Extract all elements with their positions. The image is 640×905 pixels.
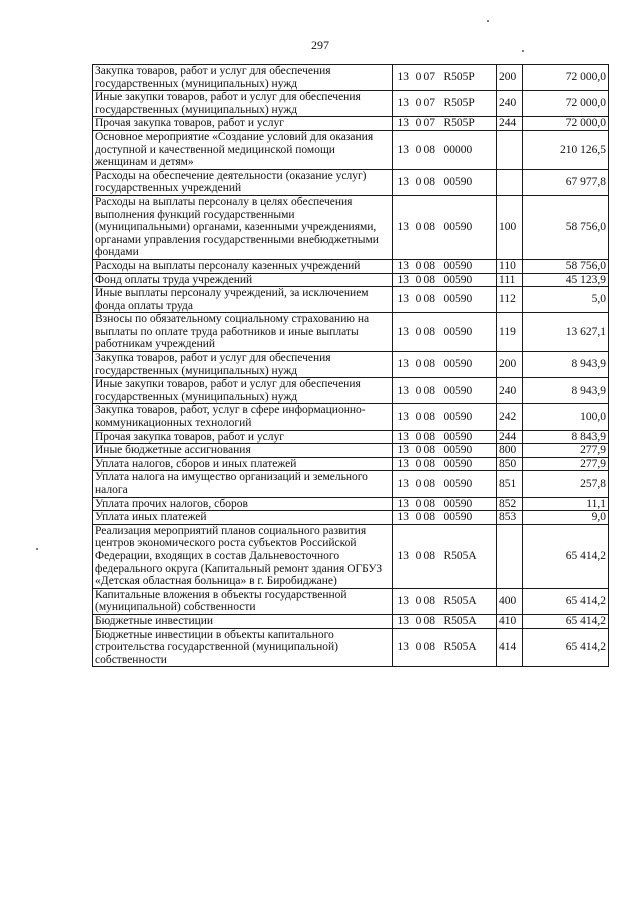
row-name-cell: Фонд оплаты труда учреждений <box>93 273 393 287</box>
row-code-cell <box>393 130 497 169</box>
code-segment-s4: R505Р <box>443 117 475 130</box>
code-segment-s1: 13 <box>397 549 409 562</box>
table-row <box>93 444 609 458</box>
row-expense-type-cell: 800 <box>497 444 523 458</box>
row-amount-cell: 72 000,0 <box>523 91 609 117</box>
row-amount-cell: 65 414,2 <box>523 524 609 588</box>
code-segment-s4: 00590 <box>443 325 473 338</box>
code-segment-s3: 08 <box>423 273 435 286</box>
row-code-cell <box>393 65 497 91</box>
row-name-cell: Уплата иных платежей <box>93 511 393 525</box>
row-amount-cell: 72 000,0 <box>523 65 609 91</box>
code-segment-s2: 0 <box>415 97 422 110</box>
code-segment-s1: 13 <box>397 358 409 371</box>
row-code-cell <box>393 588 497 614</box>
row-code-cell <box>393 117 497 131</box>
row-expense-type-cell: 240 <box>497 378 523 404</box>
row-code-cell <box>393 430 497 444</box>
code-segment-s4: 00590 <box>443 293 473 306</box>
row-expense-type-cell: 111 <box>497 273 523 287</box>
row-code-cell <box>393 195 497 259</box>
code-segment-s1: 13 <box>397 117 409 130</box>
code-segment-s3: 08 <box>423 410 435 423</box>
scan-speck <box>487 20 489 22</box>
code-segment-s4: R505А <box>443 595 477 608</box>
row-expense-type-cell: 200 <box>497 65 523 91</box>
code-segment-s1: 13 <box>397 614 409 627</box>
row-name-cell: Капитальные вложения в объекты государственной (муниципальной) собственности <box>93 588 393 614</box>
code-segment-s4: 00590 <box>443 221 473 234</box>
code-segment-s1: 13 <box>397 293 409 306</box>
code-segment-s4: R505А <box>443 614 477 627</box>
row-code-cell <box>393 444 497 458</box>
row-name-cell: Иные бюджетные ассигнования <box>93 444 393 458</box>
page-number: 297 <box>311 38 329 52</box>
code-segment-s1: 13 <box>397 410 409 423</box>
code-segment-s2: 0 <box>415 614 422 627</box>
code-segment-s3: 08 <box>423 497 435 510</box>
code-segment-s2: 0 <box>415 457 422 470</box>
code-segment-s1: 13 <box>397 176 409 189</box>
table-row <box>93 117 609 131</box>
row-expense-type-cell: 400 <box>497 588 523 614</box>
row-name-cell: Реализация мероприятий планов социального развития центров экономического роста субъектов Российской Федерации, входящих в состав Дальневосточного федерального округа (Капитальный ремонт здания ОГБУЗ «Детская областная больница» в г. Биробиджане) <box>93 524 393 588</box>
row-expense-type-cell: 244 <box>497 430 523 444</box>
row-code-cell <box>393 471 497 497</box>
row-amount-cell: 5,0 <box>523 287 609 313</box>
row-amount-cell: 58 756,0 <box>523 259 609 273</box>
table-row <box>93 287 609 313</box>
table-row <box>93 457 609 471</box>
code-segment-s3: 07 <box>423 71 435 84</box>
row-expense-type-cell: 414 <box>497 628 523 667</box>
code-segment-s1: 13 <box>397 444 409 457</box>
row-code-cell <box>393 91 497 117</box>
row-code-cell <box>393 497 497 511</box>
code-segment-s4: 00590 <box>443 457 473 470</box>
code-segment-s2: 0 <box>415 384 422 397</box>
row-amount-cell: 11,1 <box>523 497 609 511</box>
code-segment-s4: 00590 <box>443 444 473 457</box>
code-segment-s2: 0 <box>415 641 422 654</box>
code-segment-s2: 0 <box>415 221 422 234</box>
row-expense-type-cell: 244 <box>497 117 523 131</box>
code-segment-s2: 0 <box>415 176 422 189</box>
row-code-cell <box>393 169 497 195</box>
code-segment-s3: 08 <box>423 595 435 608</box>
row-amount-cell: 8 843,9 <box>523 430 609 444</box>
scan-speck <box>36 548 38 550</box>
code-segment-s4: 00590 <box>443 497 473 510</box>
code-segment-s1: 13 <box>397 325 409 338</box>
table-row <box>93 259 609 273</box>
table-row <box>93 65 609 91</box>
code-segment-s3: 08 <box>423 457 435 470</box>
table-row <box>93 273 609 287</box>
row-expense-type-cell <box>497 130 523 169</box>
code-segment-s3: 08 <box>423 477 435 490</box>
code-segment-s2: 0 <box>415 143 422 156</box>
row-expense-type-cell: 242 <box>497 404 523 430</box>
code-segment-s3: 08 <box>423 384 435 397</box>
table-row <box>93 378 609 404</box>
code-segment-s2: 0 <box>415 358 422 371</box>
table-row <box>93 471 609 497</box>
row-expense-type-cell: 240 <box>497 91 523 117</box>
row-expense-type-cell: 850 <box>497 457 523 471</box>
row-name-cell: Иные закупки товаров, работ и услуг для обеспечения государственных (муниципальных) нужд <box>93 91 393 117</box>
budget-table <box>92 64 609 667</box>
code-segment-s3: 08 <box>423 549 435 562</box>
row-amount-cell: 257,8 <box>523 471 609 497</box>
row-code-cell <box>393 404 497 430</box>
code-segment-s3: 08 <box>423 221 435 234</box>
code-segment-s1: 13 <box>397 497 409 510</box>
code-segment-s1: 13 <box>397 457 409 470</box>
code-segment-s4: R505А <box>443 549 477 562</box>
row-expense-type-cell <box>497 524 523 588</box>
code-segment-s4: 00590 <box>443 384 473 397</box>
row-name-cell: Закупка товаров, работ, услуг в сфере информационно-коммуникационных технологий <box>93 404 393 430</box>
row-name-cell: Основное мероприятие «Создание условий для оказания доступной и качественной медицинской помощи женщинам и детям» <box>93 130 393 169</box>
table-body <box>93 65 609 667</box>
row-name-cell: Расходы на выплаты персоналу казенных учреждений <box>93 259 393 273</box>
row-code-cell <box>393 628 497 667</box>
code-segment-s4: 00590 <box>443 358 473 371</box>
row-code-cell <box>393 511 497 525</box>
scan-speck <box>522 50 524 52</box>
row-expense-type-cell: 112 <box>497 287 523 313</box>
code-segment-s3: 08 <box>423 358 435 371</box>
code-segment-s2: 0 <box>415 497 422 510</box>
row-name-cell: Уплата прочих налогов, сборов <box>93 497 393 511</box>
code-segment-s2: 0 <box>415 259 422 272</box>
code-segment-s1: 13 <box>397 259 409 272</box>
code-segment-s3: 08 <box>423 511 435 524</box>
row-name-cell: Прочая закупка товаров, работ и услуг <box>93 430 393 444</box>
code-segment-s1: 13 <box>397 641 409 654</box>
table-row <box>93 628 609 667</box>
code-segment-s1: 13 <box>397 511 409 524</box>
row-code-cell <box>393 287 497 313</box>
code-segment-s3: 08 <box>423 176 435 189</box>
code-segment-s1: 13 <box>397 273 409 286</box>
row-amount-cell: 65 414,2 <box>523 588 609 614</box>
code-segment-s1: 13 <box>397 221 409 234</box>
code-segment-s3: 08 <box>423 444 435 457</box>
row-name-cell: Иные выплаты персоналу учреждений, за исключением фонда оплаты труда <box>93 287 393 313</box>
code-segment-s4: 00590 <box>443 410 473 423</box>
table-row <box>93 169 609 195</box>
code-segment-s3: 08 <box>423 430 435 443</box>
row-code-cell <box>393 378 497 404</box>
code-segment-s2: 0 <box>415 71 422 84</box>
row-name-cell: Закупка товаров, работ и услуг для обеспечения государственных (муниципальных) нужд <box>93 65 393 91</box>
row-amount-cell: 65 414,2 <box>523 614 609 628</box>
row-name-cell: Бюджетные инвестиции в объекты капитального строительства государственной (муниципальной) собственности <box>93 628 393 667</box>
row-amount-cell: 210 126,5 <box>523 130 609 169</box>
row-code-cell <box>393 273 497 287</box>
row-amount-cell: 8 943,9 <box>523 378 609 404</box>
table-row <box>93 130 609 169</box>
table-row <box>93 511 609 525</box>
code-segment-s4: 00000 <box>443 143 473 156</box>
code-segment-s2: 0 <box>415 477 422 490</box>
row-amount-cell: 45 123,9 <box>523 273 609 287</box>
code-segment-s1: 13 <box>397 430 409 443</box>
table-row <box>93 313 609 352</box>
code-segment-s2: 0 <box>415 549 422 562</box>
code-segment-s1: 13 <box>397 595 409 608</box>
code-segment-s4: 00590 <box>443 273 473 286</box>
row-amount-cell: 72 000,0 <box>523 117 609 131</box>
table-row <box>93 430 609 444</box>
row-amount-cell: 13 627,1 <box>523 313 609 352</box>
row-expense-type-cell: 200 <box>497 352 523 378</box>
row-name-cell: Прочая закупка товаров, работ и услуг <box>93 117 393 131</box>
code-segment-s3: 08 <box>423 143 435 156</box>
row-expense-type-cell: 853 <box>497 511 523 525</box>
table-row <box>93 404 609 430</box>
row-amount-cell: 8 943,9 <box>523 352 609 378</box>
code-segment-s2: 0 <box>415 430 422 443</box>
table-row <box>93 588 609 614</box>
row-code-cell <box>393 259 497 273</box>
table-row <box>93 91 609 117</box>
code-segment-s4: 00590 <box>443 511 473 524</box>
row-expense-type-cell: 100 <box>497 195 523 259</box>
code-segment-s2: 0 <box>415 273 422 286</box>
code-segment-s2: 0 <box>415 293 422 306</box>
code-segment-s3: 07 <box>423 97 435 110</box>
code-segment-s4: R505Р <box>443 71 475 84</box>
row-amount-cell: 58 756,0 <box>523 195 609 259</box>
code-segment-s1: 13 <box>397 384 409 397</box>
code-segment-s3: 08 <box>423 293 435 306</box>
code-segment-s4: 00590 <box>443 176 473 189</box>
row-expense-type-cell: 852 <box>497 497 523 511</box>
row-amount-cell: 65 414,2 <box>523 628 609 667</box>
row-code-cell <box>393 352 497 378</box>
code-segment-s1: 13 <box>397 71 409 84</box>
row-amount-cell: 67 977,8 <box>523 169 609 195</box>
table-row <box>93 352 609 378</box>
code-segment-s2: 0 <box>415 595 422 608</box>
code-segment-s4: R505А <box>443 641 477 654</box>
row-name-cell: Взносы по обязательному социальному страхованию на выплаты по оплате труда работников и иные выплаты работникам учреждений <box>93 313 393 352</box>
row-expense-type-cell <box>497 169 523 195</box>
code-segment-s1: 13 <box>397 143 409 156</box>
row-name-cell: Расходы на выплаты персоналу в целях обеспечения выполнения функций государственными (муниципальными) органами, казенными учреждениями, органами управления государственными внебюджетными фондами <box>93 195 393 259</box>
row-code-cell <box>393 457 497 471</box>
row-code-cell <box>393 313 497 352</box>
table-row <box>93 614 609 628</box>
code-segment-s1: 13 <box>397 477 409 490</box>
code-segment-s2: 0 <box>415 444 422 457</box>
row-expense-type-cell: 110 <box>497 259 523 273</box>
row-name-cell: Бюджетные инвестиции <box>93 614 393 628</box>
row-amount-cell: 100,0 <box>523 404 609 430</box>
row-expense-type-cell: 410 <box>497 614 523 628</box>
code-segment-s4: 00590 <box>443 477 473 490</box>
row-code-cell <box>393 524 497 588</box>
code-segment-s3: 08 <box>423 641 435 654</box>
row-expense-type-cell: 119 <box>497 313 523 352</box>
table-row <box>93 497 609 511</box>
code-segment-s3: 07 <box>423 117 435 130</box>
row-name-cell: Иные закупки товаров, работ и услуг для обеспечения государственных (муниципальных) нужд <box>93 378 393 404</box>
row-expense-type-cell: 851 <box>497 471 523 497</box>
row-name-cell: Расходы на обеспечение деятельности (оказание услуг) государственных учреждений <box>93 169 393 195</box>
table-row <box>93 195 609 259</box>
code-segment-s3: 08 <box>423 325 435 338</box>
row-amount-cell: 277,9 <box>523 457 609 471</box>
code-segment-s1: 13 <box>397 97 409 110</box>
code-segment-s4: 00590 <box>443 430 473 443</box>
code-segment-s2: 0 <box>415 117 422 130</box>
code-segment-s3: 08 <box>423 259 435 272</box>
code-segment-s2: 0 <box>415 325 422 338</box>
row-name-cell: Уплата налога на имущество организаций и земельного налога <box>93 471 393 497</box>
code-segment-s4: R505Р <box>443 97 475 110</box>
code-segment-s4: 00590 <box>443 259 473 272</box>
row-amount-cell: 9,0 <box>523 511 609 525</box>
row-name-cell: Уплата налогов, сборов и иных платежей <box>93 457 393 471</box>
table-row <box>93 524 609 588</box>
row-amount-cell: 277,9 <box>523 444 609 458</box>
code-segment-s2: 0 <box>415 511 422 524</box>
code-segment-s2: 0 <box>415 410 422 423</box>
row-name-cell: Закупка товаров, работ и услуг для обеспечения государственных (муниципальных) нужд <box>93 352 393 378</box>
code-segment-s3: 08 <box>423 614 435 627</box>
row-code-cell <box>393 614 497 628</box>
